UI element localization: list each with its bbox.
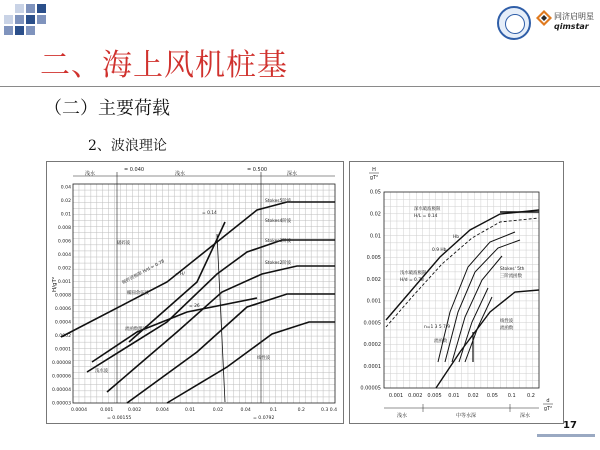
- right-zone-deep: 深水: [519, 413, 531, 419]
- label-cnoidal: 椭圆余弦波: [127, 291, 149, 296]
- right-y-tick-label: 0.0005: [363, 320, 381, 327]
- label-ratio-34: = H/: [175, 272, 185, 277]
- right-x-label-den: gT²: [543, 406, 553, 412]
- decor-square: [4, 4, 13, 13]
- left-y-tick-label: 0.01: [60, 212, 71, 218]
- right-y-label-num: H: [372, 167, 376, 173]
- wave-theory-regions-figure: [349, 161, 564, 424]
- left-y-tick-label: 0.02: [60, 199, 71, 204]
- left-zone-deep: 深水: [287, 171, 298, 177]
- right-y-tick-label: 0.00005: [360, 385, 381, 392]
- left-y-tick-label: 0.00004: [52, 388, 71, 393]
- right-x-tick-label: 0.002: [408, 393, 423, 399]
- left-x-formula-left: = 0.00155: [107, 416, 132, 421]
- label-hb: Hb: [453, 235, 460, 240]
- page-number: 17: [563, 420, 577, 431]
- left-y-tick-label: 0.002: [57, 266, 71, 272]
- label-stokes4: Stokes4阶波: [265, 219, 292, 224]
- right-x-tick-label: 0.2: [527, 393, 535, 399]
- right-x-tick-label: 0.005: [427, 393, 442, 399]
- brand-name-en: qimstar: [554, 22, 589, 31]
- stokes-upper-curve: [87, 240, 335, 372]
- right-y-tick-label: 0.02: [369, 211, 381, 218]
- right-zone-intermediate: 中等水深: [455, 413, 477, 419]
- decor-square: [37, 4, 46, 13]
- label-deep-ratio: H/L = 0.14: [414, 214, 438, 219]
- qimstar-brand-logo: [536, 8, 598, 38]
- left-y-tick-label: 0.00006: [52, 374, 71, 380]
- left-y-tick-label: 0.00003: [52, 401, 71, 407]
- label-stokes2: Stokes2阶波: [265, 261, 292, 266]
- left-x-tick-label: 0.004: [155, 408, 169, 413]
- label-n-values: n=1 3 5 7 9: [424, 325, 451, 330]
- label-shallow-wave: 浅水波: [95, 369, 109, 374]
- decor-square: [15, 15, 24, 24]
- label-cnoidal-stream: 流函数理论: [125, 327, 147, 332]
- right-x-tick-label: 0.02: [467, 393, 479, 399]
- label-shallow-ratio: H/d = 0.78: [400, 278, 424, 283]
- decor-square: [37, 15, 46, 24]
- university-seal-logo: [497, 6, 531, 40]
- left-y-tick-label: 0.006: [57, 239, 71, 245]
- section-heading: 2、波浪理论: [88, 138, 167, 154]
- right-x-tick-label: 0.001: [388, 393, 404, 399]
- left-y-tick-label: 0.04: [60, 185, 71, 191]
- right-x-tick-label: 0.1: [507, 393, 516, 399]
- right-figure-canvas: [350, 162, 565, 425]
- left-y-tick-label: 0.0006: [54, 307, 71, 312]
- label-shallow-breaking: 浅水破波极限: [400, 271, 427, 276]
- label-linear-stream: 流函数: [500, 326, 514, 331]
- left-x-tick-label: 0.1: [269, 408, 278, 413]
- decor-square: [4, 26, 13, 35]
- label-stokes3: Stokes3阶波: [265, 239, 292, 244]
- left-x-tick-label: 0.02: [212, 408, 224, 413]
- right-y-tick-label: 0.0002: [363, 342, 381, 349]
- left-y-tick-label: 0.004: [57, 253, 71, 258]
- left-y-tick-label: 0.0002: [54, 334, 71, 339]
- left-x-tick-label: 0.0004: [70, 408, 88, 413]
- brand-name-cn: 同济启明星: [554, 12, 594, 21]
- page-number-rule: [537, 434, 595, 437]
- corner-squares-decoration: [4, 4, 46, 35]
- right-y-label-den: gT²: [369, 175, 379, 181]
- label-breaking-limit: 破碎波极限 H/d = 0.78: [121, 259, 166, 286]
- left-x-tick-label: 0.001: [100, 408, 114, 413]
- left-zone-shallow: 浅水: [85, 171, 96, 177]
- left-x-tick-label: 0.3 0.4: [320, 408, 338, 413]
- left-x-formula-right: = 0.0792: [253, 416, 275, 421]
- left-x-tick-label: 0.04: [240, 408, 251, 413]
- label-linear-right: 线性波: [500, 319, 514, 324]
- right-x-label-num: d: [546, 398, 550, 404]
- left-ratio-label-1: = 0.040: [124, 167, 145, 173]
- right-y-tick-label: 0.01: [369, 233, 381, 240]
- label-stokes: Stokes' 5th: [500, 267, 525, 272]
- wave-theory-applicability-figure: [46, 161, 344, 424]
- left-y-tick-label: 0.0004: [54, 320, 71, 326]
- right-zone-shallow: 浅水: [396, 413, 408, 419]
- label-stokes-cn: 三阶流函数: [500, 274, 522, 279]
- right-x-tick-label: 0.01: [448, 393, 460, 399]
- label-breaking: 破碎波: [117, 241, 131, 246]
- label-ratio-014: = 0.14: [202, 211, 217, 216]
- left-ratio-label-2: = 0.500: [247, 167, 268, 173]
- decor-square: [15, 4, 24, 13]
- right-y-tick-label: 0.0001: [363, 363, 381, 370]
- left-figure-canvas: [47, 162, 345, 425]
- slide-subtitle: （二）主要荷载: [44, 98, 170, 119]
- slide-title: 二、海上风机桩基: [40, 48, 288, 83]
- right-y-tick-label: 0.05: [369, 189, 381, 196]
- label-deep-breaking: 深水破波极限: [414, 207, 441, 212]
- left-zone-transitional: 浅水: [175, 171, 186, 177]
- decor-square: [26, 26, 35, 35]
- brand-mark-icon: [536, 10, 552, 26]
- left-x-tick-label: 0.2: [297, 408, 305, 413]
- label-stokes5: Stokes5阶波: [265, 199, 292, 204]
- left-y-axis-label: H/gT²: [52, 276, 58, 292]
- breaking-height-curve: [386, 210, 539, 320]
- label-stream: 流函数: [434, 339, 448, 344]
- left-y-tick-label: 0.008: [57, 226, 71, 231]
- left-y-tick-label: 0.0008: [54, 293, 71, 299]
- decor-square: [37, 26, 46, 35]
- label-ratio-26: = 26: [189, 304, 200, 309]
- stream-n1-curve: [438, 232, 515, 362]
- decor-square: [15, 26, 24, 35]
- left-x-tick-label: 0.01: [184, 408, 196, 413]
- label-linear: 线性波: [257, 356, 271, 361]
- right-y-tick-label: 0.001: [366, 298, 381, 305]
- right-x-tick-label: 0.05: [486, 393, 498, 399]
- left-y-tick-label: 0.001: [57, 280, 71, 285]
- left-y-tick-label: 0.0001: [54, 347, 71, 353]
- right-y-tick-label: 0.002: [366, 276, 381, 283]
- left-y-tick-label: 0.00008: [52, 361, 71, 366]
- decor-square: [4, 15, 13, 24]
- right-y-tick-label: 0.005: [366, 255, 381, 262]
- title-divider: [0, 86, 600, 87]
- decor-square: [26, 4, 35, 13]
- label-hb09: 0.9 Hb: [432, 248, 447, 253]
- decor-square: [26, 15, 35, 24]
- left-x-tick-label: 0.002: [127, 408, 142, 413]
